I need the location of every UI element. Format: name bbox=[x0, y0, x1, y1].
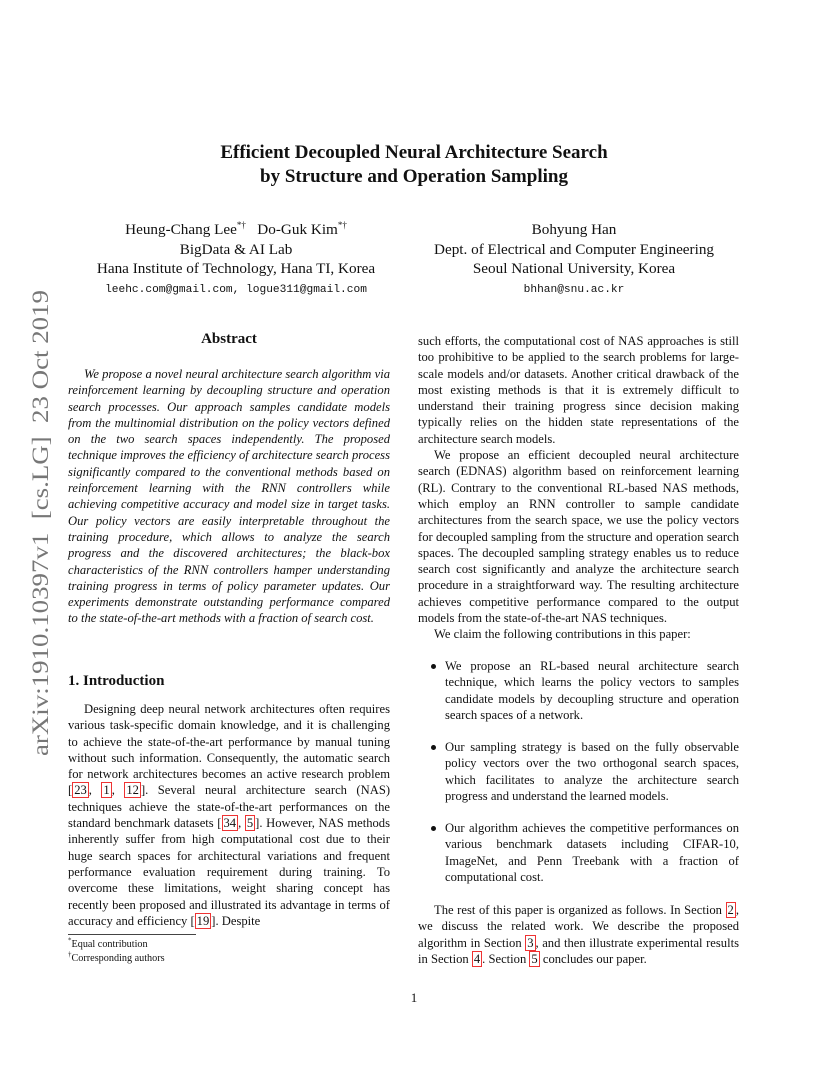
citation-link[interactable]: 19 bbox=[196, 913, 210, 928]
title-line-1: Efficient Decoupled Neural Architecture Search bbox=[220, 142, 608, 163]
arxiv-stamp-text: arXiv:1910.10397v1 [cs.LG] 23 Oct 2019 bbox=[28, 348, 54, 756]
intro-paragraph: We propose an efficient decoupled neural architecture search (EDNAS) algorithm based on reinforcement learning (RL). Contrary to the conventional RL-based NAS methods, which employ an RNN controller to sample candidate architectures from the search space, we use the policy vectors for decoupled sampling from the structure and operation search spaces. The decoupled sampling strategy enables us to reduce search cost significantly and analyze the architecture search procedure in a straightforward way. The resulting architecture achieves competitive performance compared to the output models from the state-of-the-art NAS techniques. bbox=[418, 448, 739, 626]
section-heading-introduction: 1. Introduction bbox=[68, 673, 165, 689]
author-name: Bohyung Han bbox=[531, 221, 617, 238]
footnote-divider bbox=[68, 934, 196, 935]
intro-paragraph-continued: such efforts, the computational cost of NAS approaches is still too prohibitive to be applied to the search problems for large-scale models and/or datasets. Another critical drawback of the most existing methods is that it is extremely difficult to understand their training progress since decision making typically relies on the hidden state representations of the architecture search models. bbox=[418, 334, 739, 446]
title-line-2: by Structure and Operation Sampling bbox=[260, 166, 568, 187]
right-column-body bbox=[418, 333, 739, 643]
citation-link[interactable]: 1 bbox=[103, 783, 110, 798]
abstract-heading: Abstract bbox=[201, 331, 257, 347]
author-block-right bbox=[412, 220, 736, 301]
arxiv-stamp bbox=[20, 290, 60, 760]
affiliation-institute: Hana Institute of Technology, Hana TI, Korea bbox=[96, 260, 376, 278]
author-email[interactable]: bhhan@snu.ac.kr bbox=[523, 283, 625, 296]
section-link[interactable]: 4 bbox=[473, 951, 481, 966]
list-item: Our sampling strategy is based on the fully observable policy vectors over the two orthogonal search spaces, which facilitates to analyze the architecture search progress and understand the learned models. bbox=[428, 739, 739, 804]
abstract-body bbox=[68, 366, 390, 627]
author-name: Heung-Chang Lee bbox=[125, 221, 237, 238]
bullet-icon bbox=[431, 664, 436, 669]
affiliation-lab: BigData & AI Lab bbox=[179, 240, 293, 258]
section-link[interactable]: 5 bbox=[531, 951, 538, 966]
contributions-list bbox=[428, 820, 739, 901]
paper-title bbox=[0, 141, 828, 189]
citation-link[interactable]: 12 bbox=[126, 783, 139, 798]
citation-link[interactable]: 5 bbox=[246, 816, 254, 831]
author-name: Do-Guk Kim bbox=[257, 221, 338, 238]
contributions-list bbox=[428, 739, 739, 820]
citation-link[interactable]: 23 bbox=[74, 783, 87, 798]
list-item: We propose an RL-based neural architecture search technique, which learns the policy vectors to samples candidate models by decoupling structure and operation search spaces of a network. bbox=[428, 658, 739, 723]
section-link[interactable]: 2 bbox=[727, 903, 734, 917]
author-block-left bbox=[80, 220, 392, 301]
paper-organization bbox=[418, 902, 739, 967]
footnote-mark: † bbox=[68, 950, 72, 959]
footnote-mark: * bbox=[68, 936, 72, 945]
author-mark: *† bbox=[337, 219, 347, 230]
contributions-list bbox=[428, 658, 739, 739]
contributions-lead: We claim the following contributions in this paper: bbox=[434, 627, 691, 642]
citation-link[interactable]: 34 bbox=[223, 816, 237, 831]
list-item: Our algorithm achieves the competitive performances on various benchmark datasets including CIFAR-10, ImageNet, and Penn Treebank with a fraction of computational cost. bbox=[428, 820, 739, 885]
footnote: *Equal contribution bbox=[68, 936, 148, 950]
author-names-left bbox=[80, 220, 392, 240]
footnotes bbox=[68, 938, 165, 965]
affiliation-university: Seoul National University, Korea bbox=[472, 260, 676, 278]
author-mark: *† bbox=[236, 219, 246, 230]
affiliation-dept: Dept. of Electrical and Computer Engineering bbox=[433, 240, 715, 258]
organization-paragraph: The rest of this paper is organized as follows. In Section 2 , we discuss the related work. We describe the proposed algorithm in Section 3 , and then illustrate experimental results in Section 4 . Section 5 concludes our paper. bbox=[418, 903, 739, 966]
footnote: †Corresponding authors bbox=[68, 950, 165, 964]
abstract-text: We propose a novel neural architecture search algorithm via reinforcement learning by decoupling structure and operation search processes. Our approach samples candidate models from the multinomial distribution on the policy vectors defined on the two search spaces independently. The proposed technique improves the efficiency of architecture search process significantly compared to the conventional methods based on reinforcement learning with the RNN controllers while achieving competitive accuracy and model size in target tasks. Our policy vectors are easily interpretable throughout the training procedure, which allows to analyze the search progress and the discovered architectures; the black-box characteristics of the RNN controllers hamper understanding training progress in terms of policy parameter updates. Our experiments demonstrate outstanding performance compared to the state-of-the-art methods with a fraction of search cost. bbox=[68, 367, 390, 626]
author-email[interactable]: leehc.com@gmail.com, logue311@gmail.com bbox=[105, 283, 367, 296]
bullet-icon bbox=[431, 745, 436, 750]
section-link[interactable]: 3 bbox=[527, 935, 534, 950]
bullet-icon bbox=[431, 826, 436, 831]
page-number: 1 bbox=[410, 990, 418, 1005]
introduction-body bbox=[68, 701, 390, 929]
intro-paragraph: Designing deep neural network architectures often requires various task-specific domain knowledge, and it is challenging to achieve the state-of-the-art performance by manual tuning without such information. Consequently, the automatic search for network architectures becomes an active research problem [ 23 , 1 , 12 ]. Several neural architecture search (NAS) techniques achieve the state-of-the-art performances on the standard benchmark datasets [ 34 , 5 ]. However, NAS methods inherently suffer from high computational cost due to their huge search spaces for architectural variations and frequent performance evaluation requirement during training. To overcome these limitations, weight sharing concept has recently been proposed and illustrated its advantage in terms of accuracy and efficiency [ 19 ]. Despite bbox=[68, 702, 391, 928]
